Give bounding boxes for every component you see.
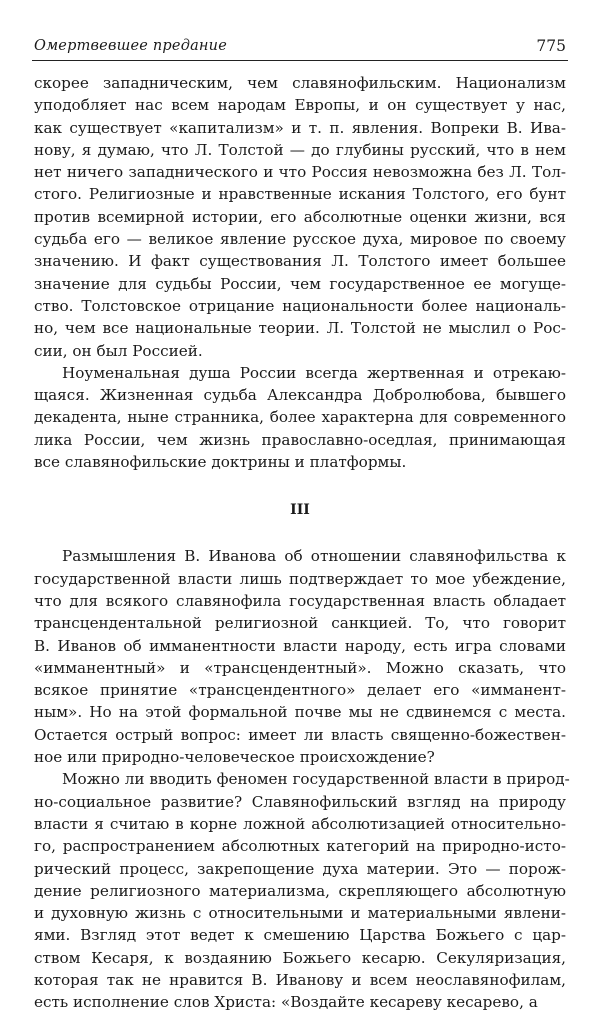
text-line: ное или природно-человеческое происхождение? [34, 748, 435, 767]
text-line: но-социальное развитие? Славянофильский взгляд на природу [34, 792, 566, 811]
text-line: лика России, чем жизнь православно-оседлая, принимающая [34, 430, 566, 449]
text-line: ями. Взгляд этот ведет к смешению Царства Божьего с цар- [34, 926, 566, 945]
paragraph [34, 768, 570, 1013]
text-line: значению. И факт существования Л. Толстого имеет большее [34, 252, 566, 271]
paragraph [34, 362, 566, 473]
text-line: Можно ли вводить феномен государственной власти в природ- [62, 770, 570, 789]
text-line: Ноуменальная душа России всегда жертвенная и отрекаю- [62, 363, 566, 382]
text-line: В. Иванов об имманентности власти народу, есть игра словами [34, 636, 566, 655]
text-line: все славянофильские доктрины и платформы. [34, 453, 407, 472]
text-after-section [34, 545, 570, 1013]
text-line: как существует «капитализм» и т. п. явления. Вопреки В. Ива- [34, 118, 566, 137]
text-line: государственной власти лишь подтверждает то мое убеждение, [34, 569, 566, 588]
text-line: рический процесс, закрепощение духа материи. Это — порож- [34, 859, 566, 878]
spacer [34, 473, 566, 499]
text-line: нову, я думаю, что Л. Толстой — до глубины русский, что в нем [34, 140, 566, 159]
text-line: уподобляет нас всем народам Европы, и он существует у нас, [34, 96, 566, 115]
text-line: нет ничего западнического и что Россия невозможна без Л. Тол- [34, 163, 566, 182]
text-line: стого. Религиозные и нравственные искания Толстого, его бунт [34, 185, 566, 204]
text-line: что для всякого славянофила государственная власть обладает [34, 591, 566, 610]
text-line: судьба его — великое явление русское духа, мировое по своему [34, 230, 566, 249]
paragraph [34, 545, 566, 768]
text-line: против всемирной истории, его абсолютные оценки жизни, вся [34, 207, 566, 226]
body-text [34, 72, 570, 1014]
text-line: ством Кесаря, к воздаянию Божьего кесарю. Секуляризация, [34, 948, 566, 967]
text-line: есть исполнение слов Христа: «Воздайте кесареву кесарево, а [34, 993, 538, 1012]
text-line: щаяся. Жизненная судьба Александра Добролюбова, бывшего [34, 386, 566, 405]
paragraph [34, 72, 566, 362]
text-line: Остается острый вопрос: имеет ли власть священно-божествен- [34, 725, 566, 744]
text-line: всякое принятие «трансцендентного» делает его «имманент- [34, 681, 566, 700]
running-title: Омертвевшее предание [34, 38, 227, 54]
section-heading: III [290, 502, 310, 519]
text-line: сии, он был Россией. [34, 341, 203, 360]
text-line: Размышления В. Иванова об отношении славянофильства к [62, 547, 566, 566]
text-line: ство. Толстовское отрицание национальности более националь- [34, 296, 566, 315]
text-line: «имманентный» и «трансцендентный». Можно сказать, что [34, 658, 566, 677]
text-before-section [34, 72, 566, 473]
text-line: го, распространением абсолютных категорий на природно-исто- [34, 837, 566, 856]
text-line: декадента, ныне странника, более характерна для современного [34, 408, 566, 427]
text-line: но, чем все национальные теории. Л. Толстой не мыслил о Рос- [34, 319, 566, 338]
text-line: которая так не нравится В. Иванову и всем неославянофилам, [34, 970, 566, 989]
text-line: трансцендентальной религиозной санкцией. То, что говорит [34, 614, 566, 633]
running-header [32, 38, 568, 61]
text-line: значение для судьбы России, чем государственное ее могуще- [34, 274, 566, 293]
page-number: 775 [536, 37, 566, 55]
spacer [34, 521, 566, 545]
text-line: и духовную жизнь с относительными и материальными явлени- [34, 904, 566, 923]
text-line: дение религиозного материализма, скрепляющего абсолютную [34, 881, 566, 900]
text-line: ным». Но на этой формальной почве мы не сдвинемся с места. [34, 703, 566, 722]
text-line: скорее западническим, чем славянофильским. Национализм [34, 74, 566, 92]
text-line: власти я считаю в корне ложной абсолютизацией относительно- [34, 814, 566, 833]
